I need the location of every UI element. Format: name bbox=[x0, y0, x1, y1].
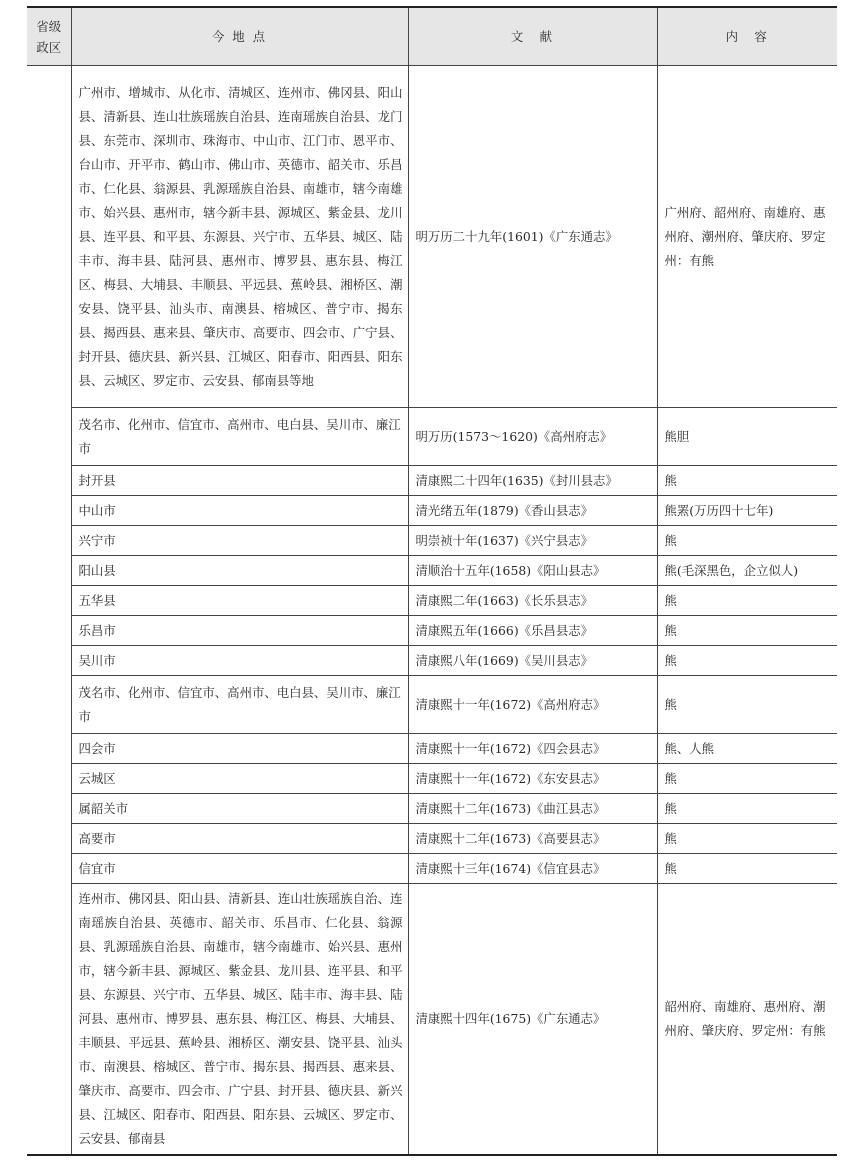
source-cell: 明万历(1573～1620)《高州府志》 bbox=[408, 408, 657, 466]
place-cell: 连州市、佛冈县、阳山县、清新县、连山壮族瑶族自治、连南瑶族自治县、英德市、韶关市、乐昌市、仁化县、翁源县、乳源瑶族自治县、南雄市，辖今南雄市、始兴县、惠州市，辖今新丰县、源城区、紫金县、龙川县、连平县、和平县、东源县、兴宁市、五华县、城区、陆丰市、海丰县、陆河县、惠州市、博罗县、惠东县、梅江区、梅县、大埔县、丰顺县、平远县、蕉岭县、湘桥区、潮安县、饶平县、汕头市、南澳县、榕城区、普宁市、揭东县、揭西县、惠来县、肇庆市、高要市、四会市、广宁县、封开县、德庆县、新兴县、江城区、阳春市、阳西县、阳东县、云城区、罗定市、云安县、郁南县 bbox=[71, 884, 408, 1155]
header-place: 今 地 点 bbox=[71, 7, 408, 66]
place-cell: 云城区 bbox=[71, 764, 408, 794]
place-cell: 兴宁市 bbox=[71, 526, 408, 556]
place-cell: 茂名市、化州市、信宜市、高州市、电白县、吴川市、廉江市 bbox=[71, 408, 408, 466]
table-row bbox=[27, 794, 837, 824]
table-row bbox=[27, 556, 837, 586]
table-row bbox=[27, 66, 837, 408]
table-row bbox=[27, 646, 837, 676]
source-cell: 清康熙二十四年(1635)《封川县志》 bbox=[408, 466, 657, 496]
place-cell: 封开县 bbox=[71, 466, 408, 496]
source-cell: 清康熙十三年(1674)《信宜县志》 bbox=[408, 854, 657, 884]
place-cell: 属韶关市 bbox=[71, 794, 408, 824]
source-cell: 清顺治十五年(1658)《阳山县志》 bbox=[408, 556, 657, 586]
bear-records-table bbox=[27, 6, 837, 1156]
content-cell: 熊 bbox=[657, 526, 837, 556]
source-cell: 清康熙十二年(1673)《曲江县志》 bbox=[408, 794, 657, 824]
source-cell: 清康熙十二年(1673)《高要县志》 bbox=[408, 824, 657, 854]
table-row bbox=[27, 616, 837, 646]
table-row bbox=[27, 824, 837, 854]
content-cell: 熊罴(万历四十七年) bbox=[657, 496, 837, 526]
table-row bbox=[27, 764, 837, 794]
header-province-line2: 政区 bbox=[36, 39, 62, 55]
table-row bbox=[27, 884, 837, 1155]
table-row bbox=[27, 466, 837, 496]
content-cell: 熊 bbox=[657, 646, 837, 676]
content-cell: 熊 bbox=[657, 824, 837, 854]
source-cell: 清康熙十一年(1672)《高州府志》 bbox=[408, 676, 657, 734]
content-cell: 熊 bbox=[657, 466, 837, 496]
place-cell: 信宜市 bbox=[71, 854, 408, 884]
place-cell: 吴川市 bbox=[71, 646, 408, 676]
content-cell: 熊 bbox=[657, 616, 837, 646]
province-cell bbox=[27, 66, 71, 1155]
content-cell: 熊 bbox=[657, 586, 837, 616]
content-cell: 熊 bbox=[657, 764, 837, 794]
table-row bbox=[27, 586, 837, 616]
place-cell: 阳山县 bbox=[71, 556, 408, 586]
source-cell: 明万历二十九年(1601)《广东通志》 bbox=[408, 66, 657, 408]
content-cell: 熊、人熊 bbox=[657, 734, 837, 764]
table-row bbox=[27, 496, 837, 526]
content-cell: 熊 bbox=[657, 854, 837, 884]
content-cell: 韶州府、南雄府、惠州府、潮州府、肇庆府、罗定州：有熊 bbox=[657, 884, 837, 1155]
header-source: 文 献 bbox=[408, 7, 657, 66]
content-cell: 熊(毛深黑色，企立似人) bbox=[657, 556, 837, 586]
header-province-line1: 省级 bbox=[36, 18, 62, 34]
source-cell: 清康熙五年(1666)《乐昌县志》 bbox=[408, 616, 657, 646]
place-cell: 乐昌市 bbox=[71, 616, 408, 646]
place-cell: 五华县 bbox=[71, 586, 408, 616]
source-cell: 清康熙十四年(1675)《广东通志》 bbox=[408, 884, 657, 1155]
place-cell: 广州市、增城市、从化市、清城区、连州市、佛冈县、阳山县、清新县、连山壮族瑶族自治县、连南瑶族自治县、龙门县、东莞市、深圳市、珠海市、中山市、江门市、恩平市、台山市、开平市、鹤山市、佛山市、英德市、韶关市、乐昌市、仁化县、翁源县、乳源瑶族自治县、南雄市，辖今南雄市、始兴县、惠州市，辖今新丰县、源城区、紫金县、龙川县、连平县、和平县、东源县、兴宁市、五华县、城区、陆丰市、海丰县、陆河县、惠州市、博罗县、惠东县、梅江区、梅县、大埔县、丰顺县、平远县、蕉岭县、湘桥区、潮安县、饶平县、汕头市、南澳县、榕城区、普宁市、揭东县、揭西县、惠来县、肇庆市、高要市、四会市、广宁县、封开县、德庆县、新兴县、江城区、阳春市、阳西县、阳东县、云城区、罗定市、云安县、郁南县等地 bbox=[71, 66, 408, 408]
header-content: 内 容 bbox=[657, 7, 837, 66]
content-cell: 熊 bbox=[657, 794, 837, 824]
records-page bbox=[27, 6, 837, 1156]
table-row bbox=[27, 734, 837, 764]
table-row bbox=[27, 854, 837, 884]
source-cell: 清康熙十一年(1672)《四会县志》 bbox=[408, 734, 657, 764]
content-cell: 广州府、韶州府、南雄府、惠州府、潮州府、肇庆府、罗定州：有熊 bbox=[657, 66, 837, 408]
source-cell: 清康熙八年(1669)《吴川县志》 bbox=[408, 646, 657, 676]
source-cell: 明崇祯十年(1637)《兴宁县志》 bbox=[408, 526, 657, 556]
header-province bbox=[27, 7, 71, 66]
content-cell: 熊 bbox=[657, 676, 837, 734]
table-row bbox=[27, 408, 837, 466]
place-cell: 高要市 bbox=[71, 824, 408, 854]
table-row bbox=[27, 526, 837, 556]
content-cell: 熊胆 bbox=[657, 408, 837, 466]
place-cell: 中山市 bbox=[71, 496, 408, 526]
table-row bbox=[27, 676, 837, 734]
place-cell: 四会市 bbox=[71, 734, 408, 764]
source-cell: 清光绪五年(1879)《香山县志》 bbox=[408, 496, 657, 526]
table-header-row bbox=[27, 7, 837, 66]
source-cell: 清康熙十一年(1672)《东安县志》 bbox=[408, 764, 657, 794]
source-cell: 清康熙二年(1663)《长乐县志》 bbox=[408, 586, 657, 616]
place-cell: 茂名市、化州市、信宜市、高州市、电白县、吴川市、廉江市 bbox=[71, 676, 408, 734]
